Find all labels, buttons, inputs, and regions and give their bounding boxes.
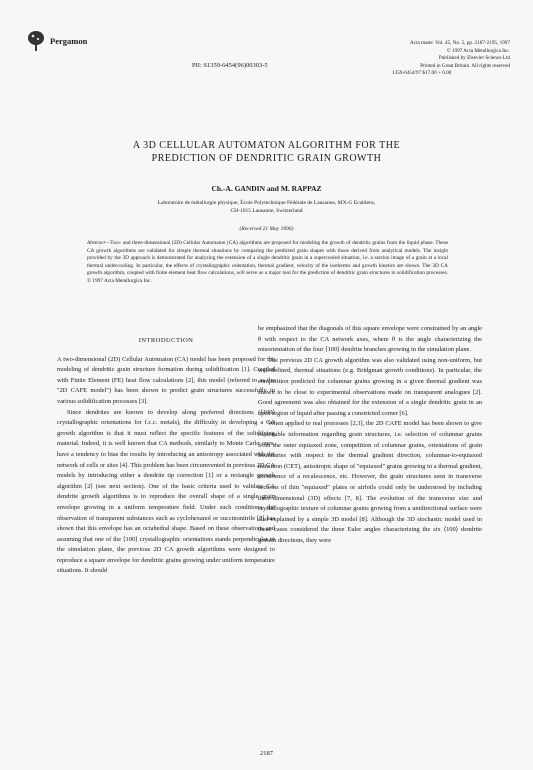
authors: Ch.-A. GANDIN and M. RAPPAZ (211, 184, 322, 193)
left-column (57, 326, 275, 577)
page-number: 2187 (260, 750, 273, 757)
title-line: A 3D CELLULAR AUTOMATON ALGORITHM FOR THE (132, 140, 401, 151)
paragraph: be emphasized that the diagonals of this square envelope were constrained by an angle θ with respect to the CA network axes, where θ is the angle characterizing the misorientation of the four ⟨100⟩ dendrite branches growing in the simulation plane. (258, 325, 482, 354)
paragraph: Since dendrites are known to develop along preferred directions (⟨100⟩ crystallographic orientations for f.c.c. metals), the difficulty in developing a CA growth algorithm is that it must reflect the specific features of the solidifying material. Indeed, it is well known that CA methods, similarly to Monte Carlo ones, have a tendency to bias the results by introducing an anisotropy associated with the network of cells or sites [4]. This problem has been circumvented in previous 2D CA models by introducing either a dendrite tip correction [1] or a rectangle growth algorithm [2] (see next section). One of the basic criteria used to validate CA dendrite growth algorithms is to reproduce the overall shape of a single grain envelope growing in a uniform temperature field. Under such conditions, the observation of transparent substances such as cyclohexanol or succinonitrile [5] has shown that this envelope has an octahedral shape. Based on these observations and assuming that one of the ⟨100⟩ crystallographic orientations stands perpendicular to the simulation plane, the previous 2D CA growth algorithms were designed to reproduce a square envelope for dendritic grains growing under uniform temperature situations. It should (57, 408, 275, 575)
abstract-body: —Two- and three-dimensional (2D) Cellular Automaton (CA) algorithms are proposed for modeling the growth of dendritic grains from the liquid phase. These CA growth algorithms are validated for simple thermal situations by comparing the predicted grain shapes with those derived from analytical models. The insight provided by the 3D approach is demonstrated for analyzing the extension of a single dendritic grain in a supercooled situation, i.e. a section image of a grain at a local thermal undercooling. In particular, the effects of crystallographic orientation, thermal gradient, velocity of the isotherms and growth kinetics are shown. The 3D CA growth algorithm, coupled with finite element heat flow calculations, will serve as a major tool for the prediction of dendritic grain structures in solidification processes. © 1997 Acta Metallurgica Inc. (87, 240, 448, 284)
abstract (87, 240, 448, 286)
journal-line: Printed in Great Britain. All rights reserved (420, 62, 510, 69)
journal-line: © 1997 Acta Metallurgica Inc. (446, 47, 510, 54)
publisher-logo (26, 30, 87, 52)
tree-logo-icon (26, 30, 46, 52)
section-title: INTRODUCTION (138, 337, 194, 344)
abstract-lead: Abstract (87, 240, 105, 246)
paragraph: A two-dimensional (2D) Cellular Automaton (CA) model has been proposed for the modeling of dendritic grain structure formation during solidification [1]. Coupled with Finite Element (FE) heat flow calculations [2], this model (referred to as the "2D CAFE model") has been shown to predict grain structures successfully in various solidification processes [3]. (57, 355, 275, 405)
journal-line: Published by Elsevier Science Ltd (438, 55, 510, 61)
paragraph: When applied to real processes [2,3], the 2D CAFE model has been shown to give reasonable information regarding grain structures, i.e. selection of columnar grains from the outer equiaxed zone, competition of columnar grains, orientations of grain boundaries with respect to the thermal gradient direction, columnar-to-equiaxed transition (CET), anisotropic shape of "equiaxed" grains growing in a thermal gradient, occurrence of a recalescence, etc. However, the grain structures seen in transverse sections of thin "equiaxed" plates or airfoils could only be understood by including three-dimensional (3D) effects [7, 8]. The evolution of the transverse size and crystallographic texture of columnar grains growing from a unidirectional surface were also explained by a simple 3D model [8]. Although the 3D stochastic model used in these cases considered the three Euler angles characterizing the six ⟨100⟩ dendrite growth directions, they were (258, 420, 482, 544)
paragraph: The previous 2D CA growth algorithm was also validated using non-uniform, but well-defined, thermal situations (e.g. Bridgman growth conditions). In particular, the competition predicted for columnar grains growing in a given thermal gradient was shown to be close to experimental observations made on transparent analogues [2]. Good agreement was also obtained for the extension of a single dendritic grain in an open region of liquid after passing a constricted corner [6]. (258, 356, 482, 417)
paper-title (30, 139, 503, 165)
affiliation-line: Laboratoire de métallurgie physique, École Polytechnique Fédérale de Lausanne, MX-G Ecublens, (157, 200, 376, 206)
publisher-name: Pergamon (50, 36, 88, 46)
affiliation (0, 199, 533, 215)
journal-info (372, 40, 510, 70)
affiliation-line: CH-1015 Lausanne, Switzerland (230, 208, 303, 214)
title-line: PREDICTION OF DENDRITIC GRAIN GROWTH (151, 153, 382, 164)
right-column (258, 324, 482, 546)
journal-line: Acta mater. Vol. 45, No. 5, pp. 2187-2195, 1997 (410, 40, 510, 46)
received-date: (Received 21 May 1996) (239, 226, 294, 232)
issn: 1359-6454/97 $17.00 + 0.00 (392, 70, 452, 76)
pii-code: PII: S1359-6454(96)00303-5 (192, 62, 268, 69)
